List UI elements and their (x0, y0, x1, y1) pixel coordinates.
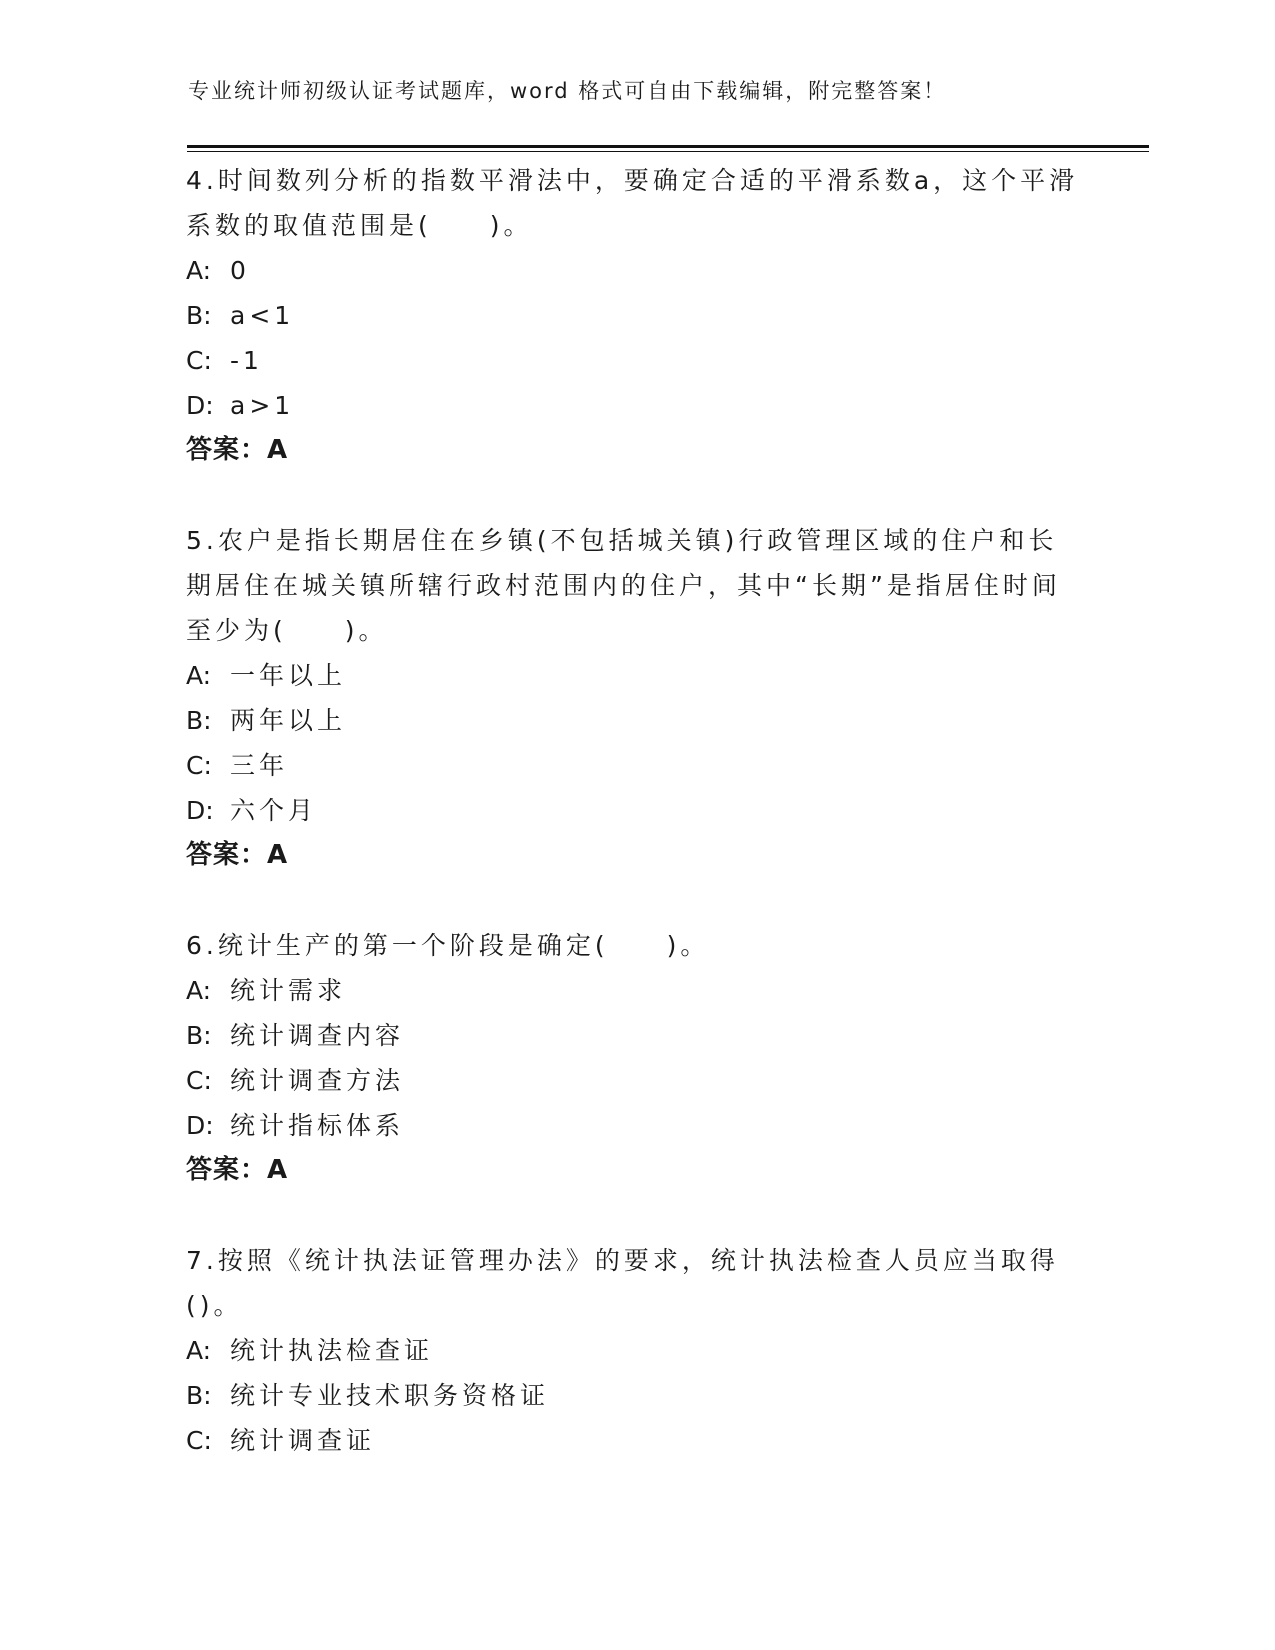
option-c (186, 1058, 1086, 1103)
page-header: 专业统计师初级认证考试题库，word 格式可自由下载编辑，附完整答案！ (188, 79, 947, 103)
option-text: 统计调查内容 (230, 1021, 405, 1050)
option-label: C: (186, 1066, 212, 1095)
option-label: A: (186, 1336, 212, 1365)
question-list (186, 158, 1086, 1508)
option-label: D: (186, 391, 214, 420)
option-label: B: (186, 301, 212, 330)
option-a (186, 248, 1086, 293)
answer-line: 答案：A (186, 840, 289, 870)
option-text: 三年 (230, 751, 289, 780)
option-label: D: (186, 796, 214, 825)
option-label: C: (186, 751, 212, 780)
header-rule-thin (187, 151, 1149, 152)
option-text: a<1 (230, 301, 295, 330)
answer-line: 答案：A (186, 1155, 289, 1185)
option-label: B: (186, 706, 212, 735)
option-text: 统计调查证 (230, 1426, 376, 1455)
option-text: 统计需求 (230, 976, 347, 1005)
option-b (186, 293, 1086, 338)
option-label: A: (186, 976, 212, 1005)
question-7 (186, 1238, 1086, 1463)
option-label: A: (186, 256, 212, 285)
question-stem: 6.统计生产的第一个阶段是确定( )。 (186, 931, 710, 960)
option-label: B: (186, 1021, 212, 1050)
question-5 (186, 518, 1086, 878)
option-label: C: (186, 346, 212, 375)
option-text: 六个月 (230, 796, 318, 825)
option-c (186, 1418, 1086, 1463)
option-text: 0 (230, 256, 250, 285)
option-b (186, 1373, 1086, 1418)
question-6 (186, 923, 1086, 1193)
option-d (186, 1103, 1086, 1148)
option-d (186, 788, 1086, 833)
option-text: 统计调查方法 (230, 1066, 405, 1095)
option-label: C: (186, 1426, 212, 1455)
answer-line: 答案：A (186, 435, 289, 465)
option-a (186, 968, 1086, 1013)
question-stem: 4.时间数列分析的指数平滑法中，要确定合适的平滑系数a，这个平滑系数的取值范围是( )。 (186, 166, 1079, 240)
option-text: 一年以上 (230, 661, 347, 690)
option-a (186, 1328, 1086, 1373)
question-4 (186, 158, 1086, 473)
option-a (186, 653, 1086, 698)
option-text: -1 (230, 346, 263, 375)
option-text: 两年以上 (230, 706, 347, 735)
option-label: A: (186, 661, 212, 690)
question-stem: 5.农户是指长期居住在乡镇(不包括城关镇)行政管理区域的住户和长期居住在城关镇所辖行政村范围内的住户，其中“长期”是指居住时间至少为( )。 (186, 526, 1061, 645)
option-b (186, 1013, 1086, 1058)
header-rule-thick (187, 145, 1149, 148)
option-c (186, 743, 1086, 788)
option-text: 统计指标体系 (230, 1111, 405, 1140)
option-label: B: (186, 1381, 212, 1410)
option-label: D: (186, 1111, 214, 1140)
question-stem: 7.按照《统计执法证管理办法》的要求，统计执法检查人员应当取得()。 (186, 1246, 1059, 1320)
option-d (186, 383, 1086, 428)
option-b (186, 698, 1086, 743)
option-c (186, 338, 1086, 383)
option-text: 统计执法检查证 (230, 1336, 434, 1365)
option-text: 统计专业技术职务资格证 (230, 1381, 550, 1410)
option-text: a>1 (230, 391, 295, 420)
